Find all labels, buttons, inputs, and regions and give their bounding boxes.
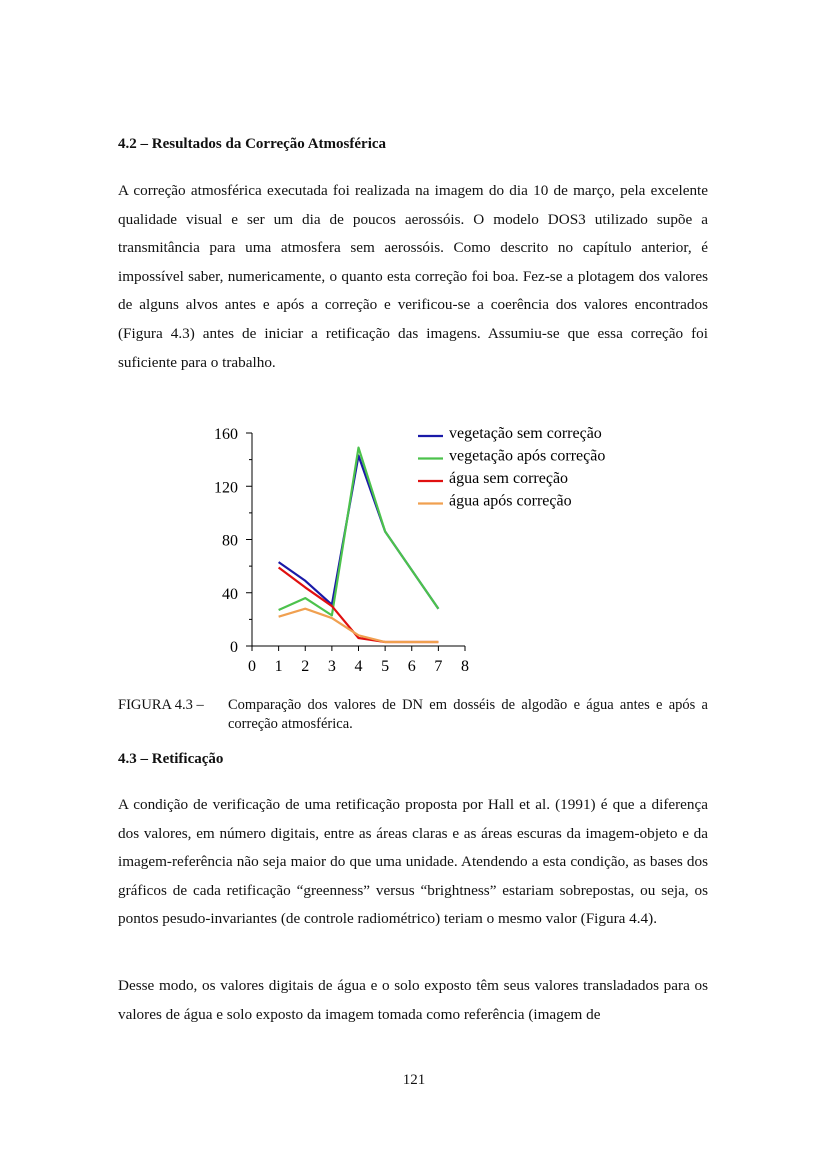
chart-legend xyxy=(418,425,605,510)
legend-label-1: vegetação sem correção xyxy=(449,425,602,442)
x-tick-label-0: 0 xyxy=(248,658,256,675)
chart-series xyxy=(279,448,439,642)
series-line-2 xyxy=(279,448,439,616)
x-tick-label-3: 3 xyxy=(327,658,336,675)
y-tick-label-0: 0 xyxy=(230,639,238,656)
x-tick-label-4: 4 xyxy=(354,658,363,675)
y-tick-label-40: 40 xyxy=(222,585,238,603)
figure-caption-text: Comparação dos valores de DN em dosséis de algodão e água antes e após a correção atmosférica. xyxy=(228,697,708,732)
legend-label-2: vegetação após correção xyxy=(449,447,606,465)
x-tick-label-1: 1 xyxy=(274,658,283,675)
paragraph-rectification-1: A condição de verificação de uma retificação proposta por Hall et al. (1991) é que a diferença dos valores, em número digitais, entre as áreas claras e as áreas escuras da imagem-objeto e da imagem-referência não seja maior do que uma unidade. Atendendo a esta condição, as bases dos gráficos de cada retificação “greenness” versus “brightness” estariam sobrepostas, ou seja, os pontos pesudo-invariantes (de controle radiométrico) teriam o mesmo valor (Figura 4.4). xyxy=(118,796,708,928)
dn-comparison-chart xyxy=(200,415,640,690)
page-number: 121 xyxy=(402,1072,426,1088)
x-tick-label-5: 5 xyxy=(381,658,390,675)
x-tick-label-8: 8 xyxy=(461,658,469,675)
x-tick-label-2: 2 xyxy=(301,658,310,675)
y-tick-label-80: 80 xyxy=(222,532,238,550)
figure-label: FIGURA 4.3 – xyxy=(118,697,204,713)
section-heading-atmospheric-correction: 4.2 – Resultados da Correção Atmosférica xyxy=(118,136,387,152)
paragraph-atmospheric-correction: A correção atmosférica executada foi realizada na imagem do dia 10 de março, pela excelente qualidade visual e ser um dia de poucos aerossóis. O modelo DOS3 utilizado supõe a transmitância para uma atmosfera sem aerossóis. Como descrito no capítulo anterior, é impossível saber, numericamente, o quanto esta correção foi boa. Fez-se a plotagem dos valores de alguns alvos antes e após a correção e verificou-se a coerência dos valores encontrados (Figura 4.3) antes de iniciar a retificação das imagens. Assumiu-se que essa correção foi suficiente para o trabalho. xyxy=(118,182,708,371)
y-tick-label-160: 160 xyxy=(214,426,238,443)
legend-label-4: água após correção xyxy=(449,492,572,510)
section-heading-rectification: 4.3 – Retificação xyxy=(118,751,224,767)
legend-label-3: água sem correção xyxy=(449,470,569,487)
x-tick-label-7: 7 xyxy=(434,658,443,675)
paragraph-rectification-2: Desse modo, os valores digitais de água e o solo exposto têm seus valores transladados para os valores de água e solo exposto da imagem tomada como referência (imagem de xyxy=(118,977,708,1023)
y-tick-label-120: 120 xyxy=(214,479,238,497)
x-tick-label-6: 6 xyxy=(407,658,416,675)
